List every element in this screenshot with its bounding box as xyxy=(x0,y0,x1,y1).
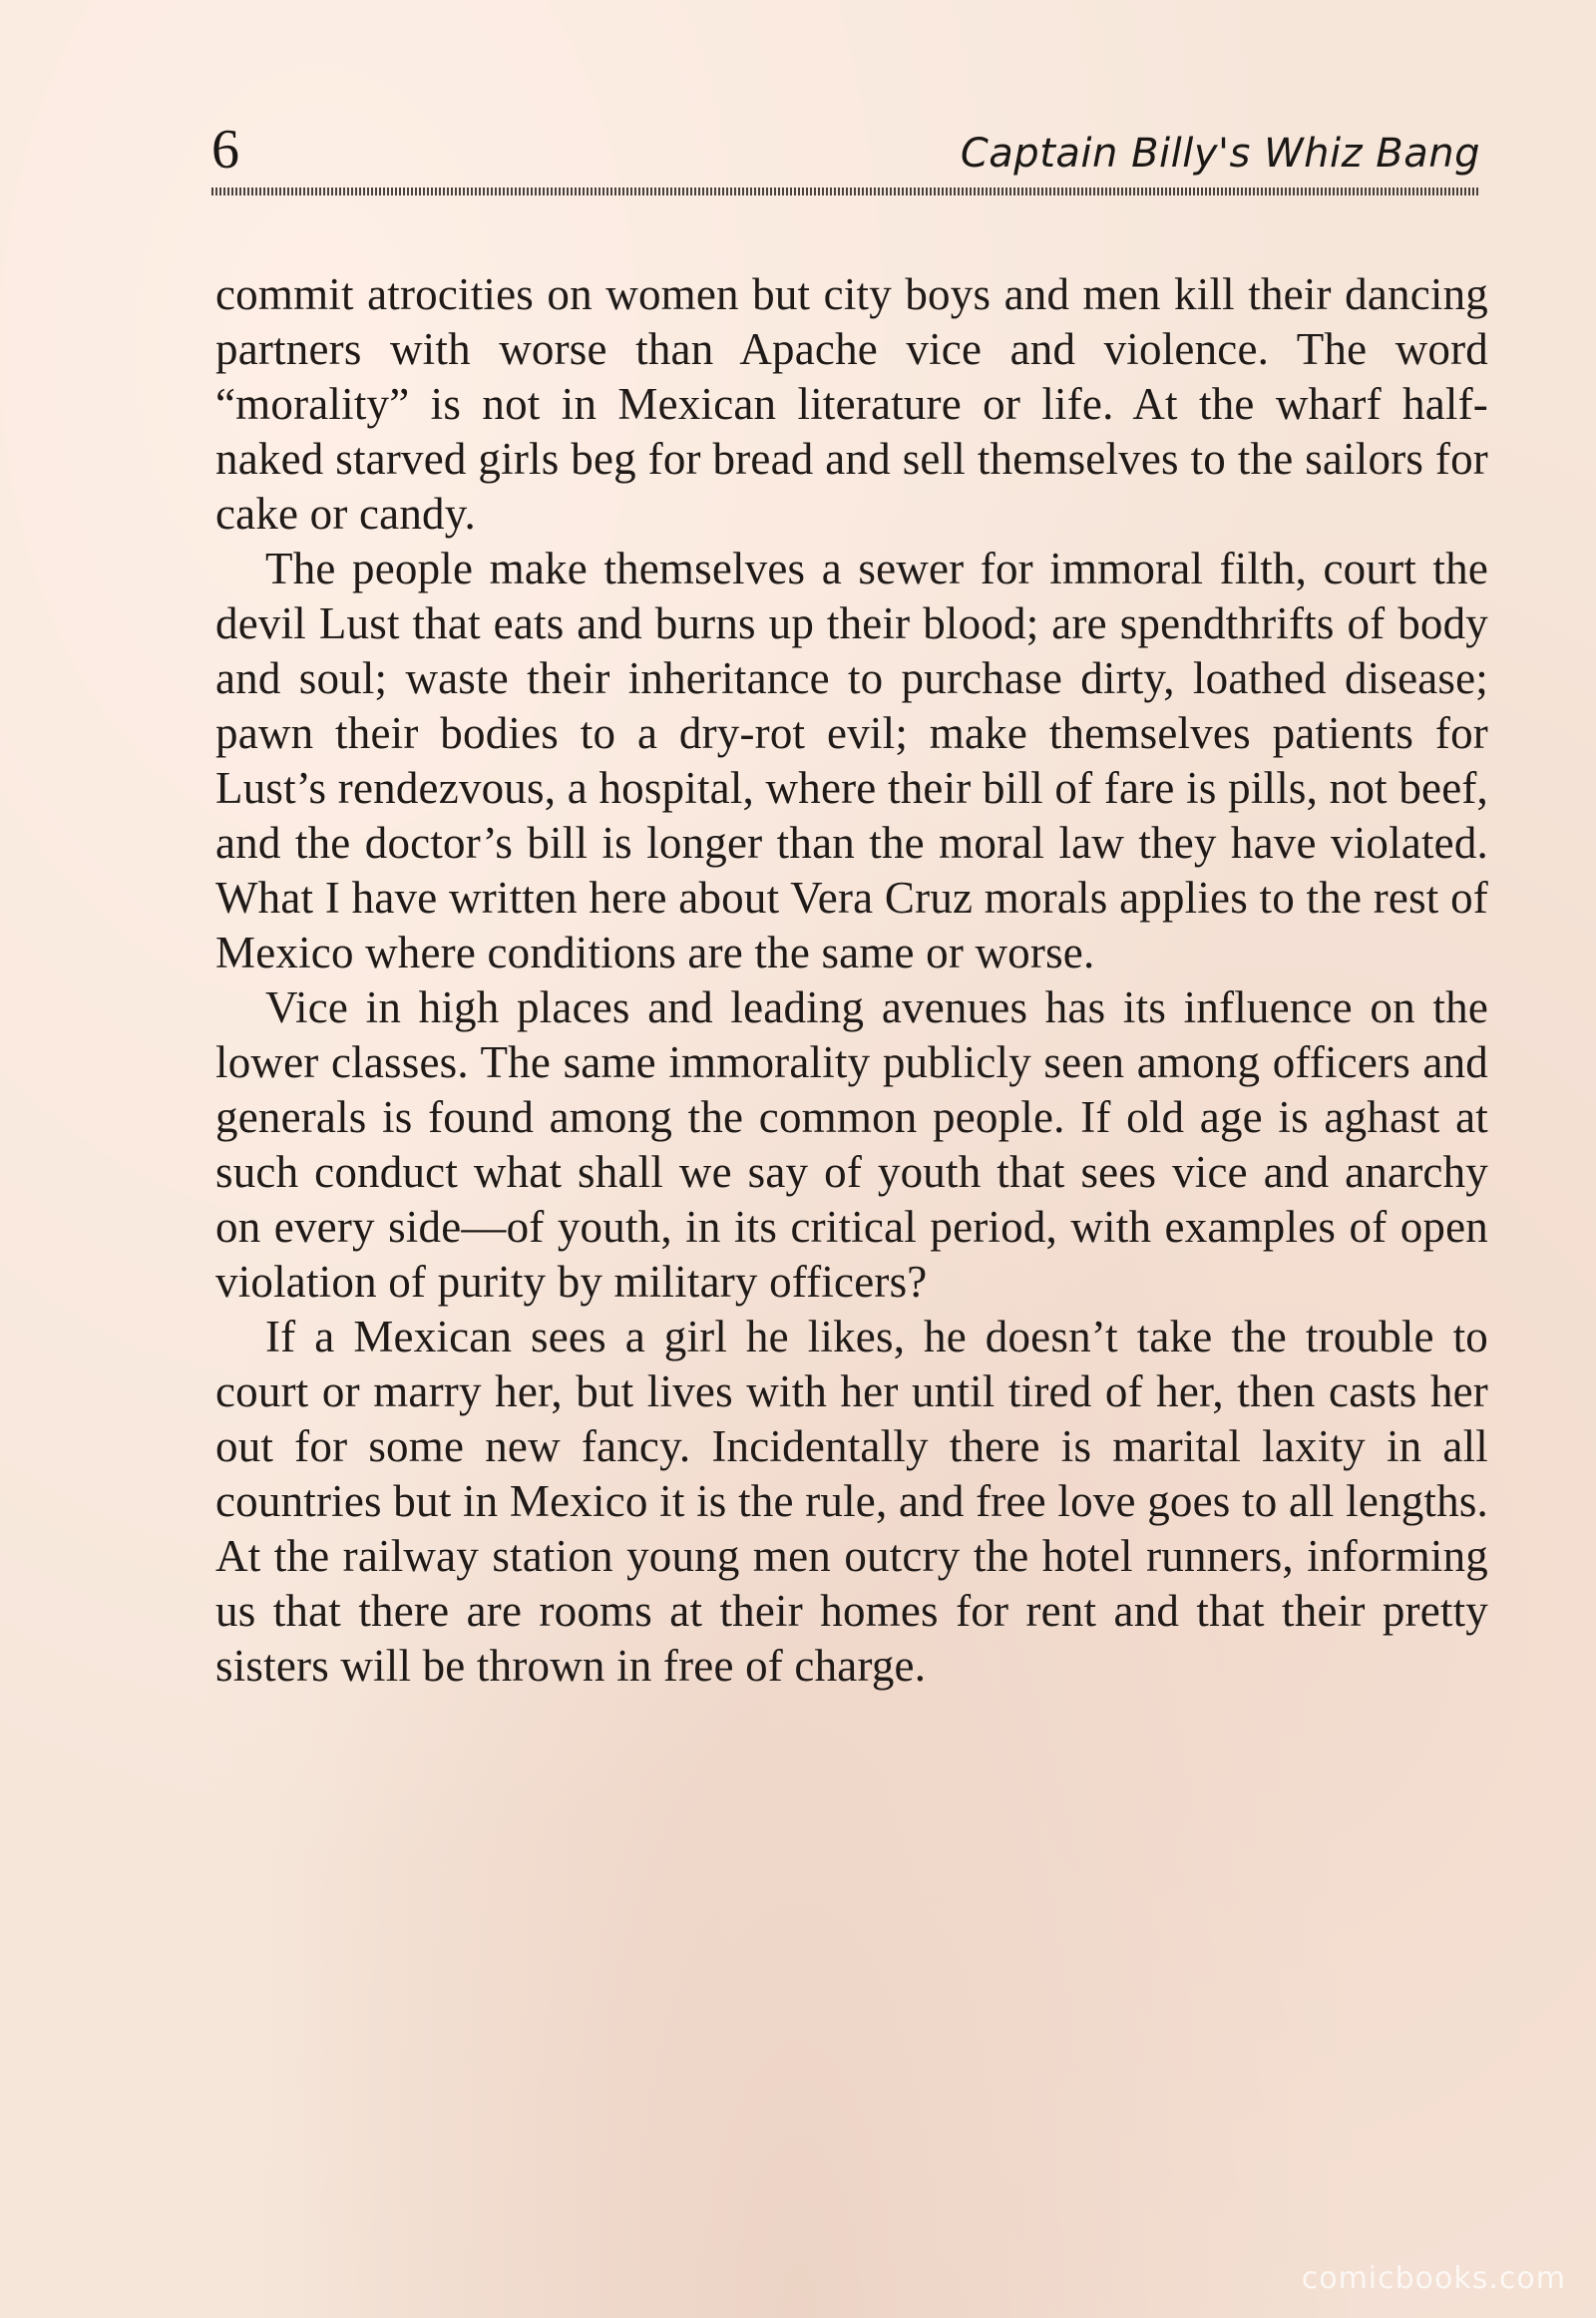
page-number: 6 xyxy=(211,119,239,181)
page-header xyxy=(211,118,1480,197)
header-rule xyxy=(211,188,1480,195)
paragraph-1: commit atrocities on women but city boys and men kill their dancing partners with worse than Apache vice and violence. The word “morality” is not in Mexican literature or life. At the wharf half-naked starved girls beg for bread and sell themselves to the sailors for cake or candy. xyxy=(215,269,1488,539)
paragraph-3: Vice in high places and leading avenues has its influence on the lower classes. The same immorality publicly seen among officers and generals is found among the common people. If old age is aghast at such conduct what shall we say of youth that sees vice and anarchy on every side—of youth, in its critical period, with examples of open violation of purity by military officers? xyxy=(215,982,1488,1307)
running-title: Captain Billy's Whiz Bang xyxy=(960,131,1480,177)
paragraph-4: If a Mexican sees a girl he likes, he doesn’t take the trouble to court or marry her, but lives with her until tired of her, then casts her out for some new fancy. Incidentally there is marital laxity in all countries but in Mexico it is the rule, and free love goes to all lengths. At the railway station young men outcry the hotel runners, informing us that there are rooms at their homes for rent and that their pretty sisters will be thrown in free of charge. xyxy=(215,1312,1488,1691)
site-watermark: comicbooks.com xyxy=(1301,2261,1566,2296)
article-body xyxy=(215,267,1488,1694)
paragraph-2: The people make themselves a sewer for immoral filth, court the devil Lust that eats and burns up their blood; are spendthrifts of body and soul; waste their inheritance to purchase dirty, loathed disease; pawn their bodies to a dry-rot evil; make themselves patients for Lust’s rendezvous, a hospital, where their bill of fare is pills, not beef, and the doctor’s bill is longer than the moral law they have violated. What I have written here about Vera Cruz morals applies to the rest of Mexico where conditions are the same or worse. xyxy=(215,544,1488,977)
